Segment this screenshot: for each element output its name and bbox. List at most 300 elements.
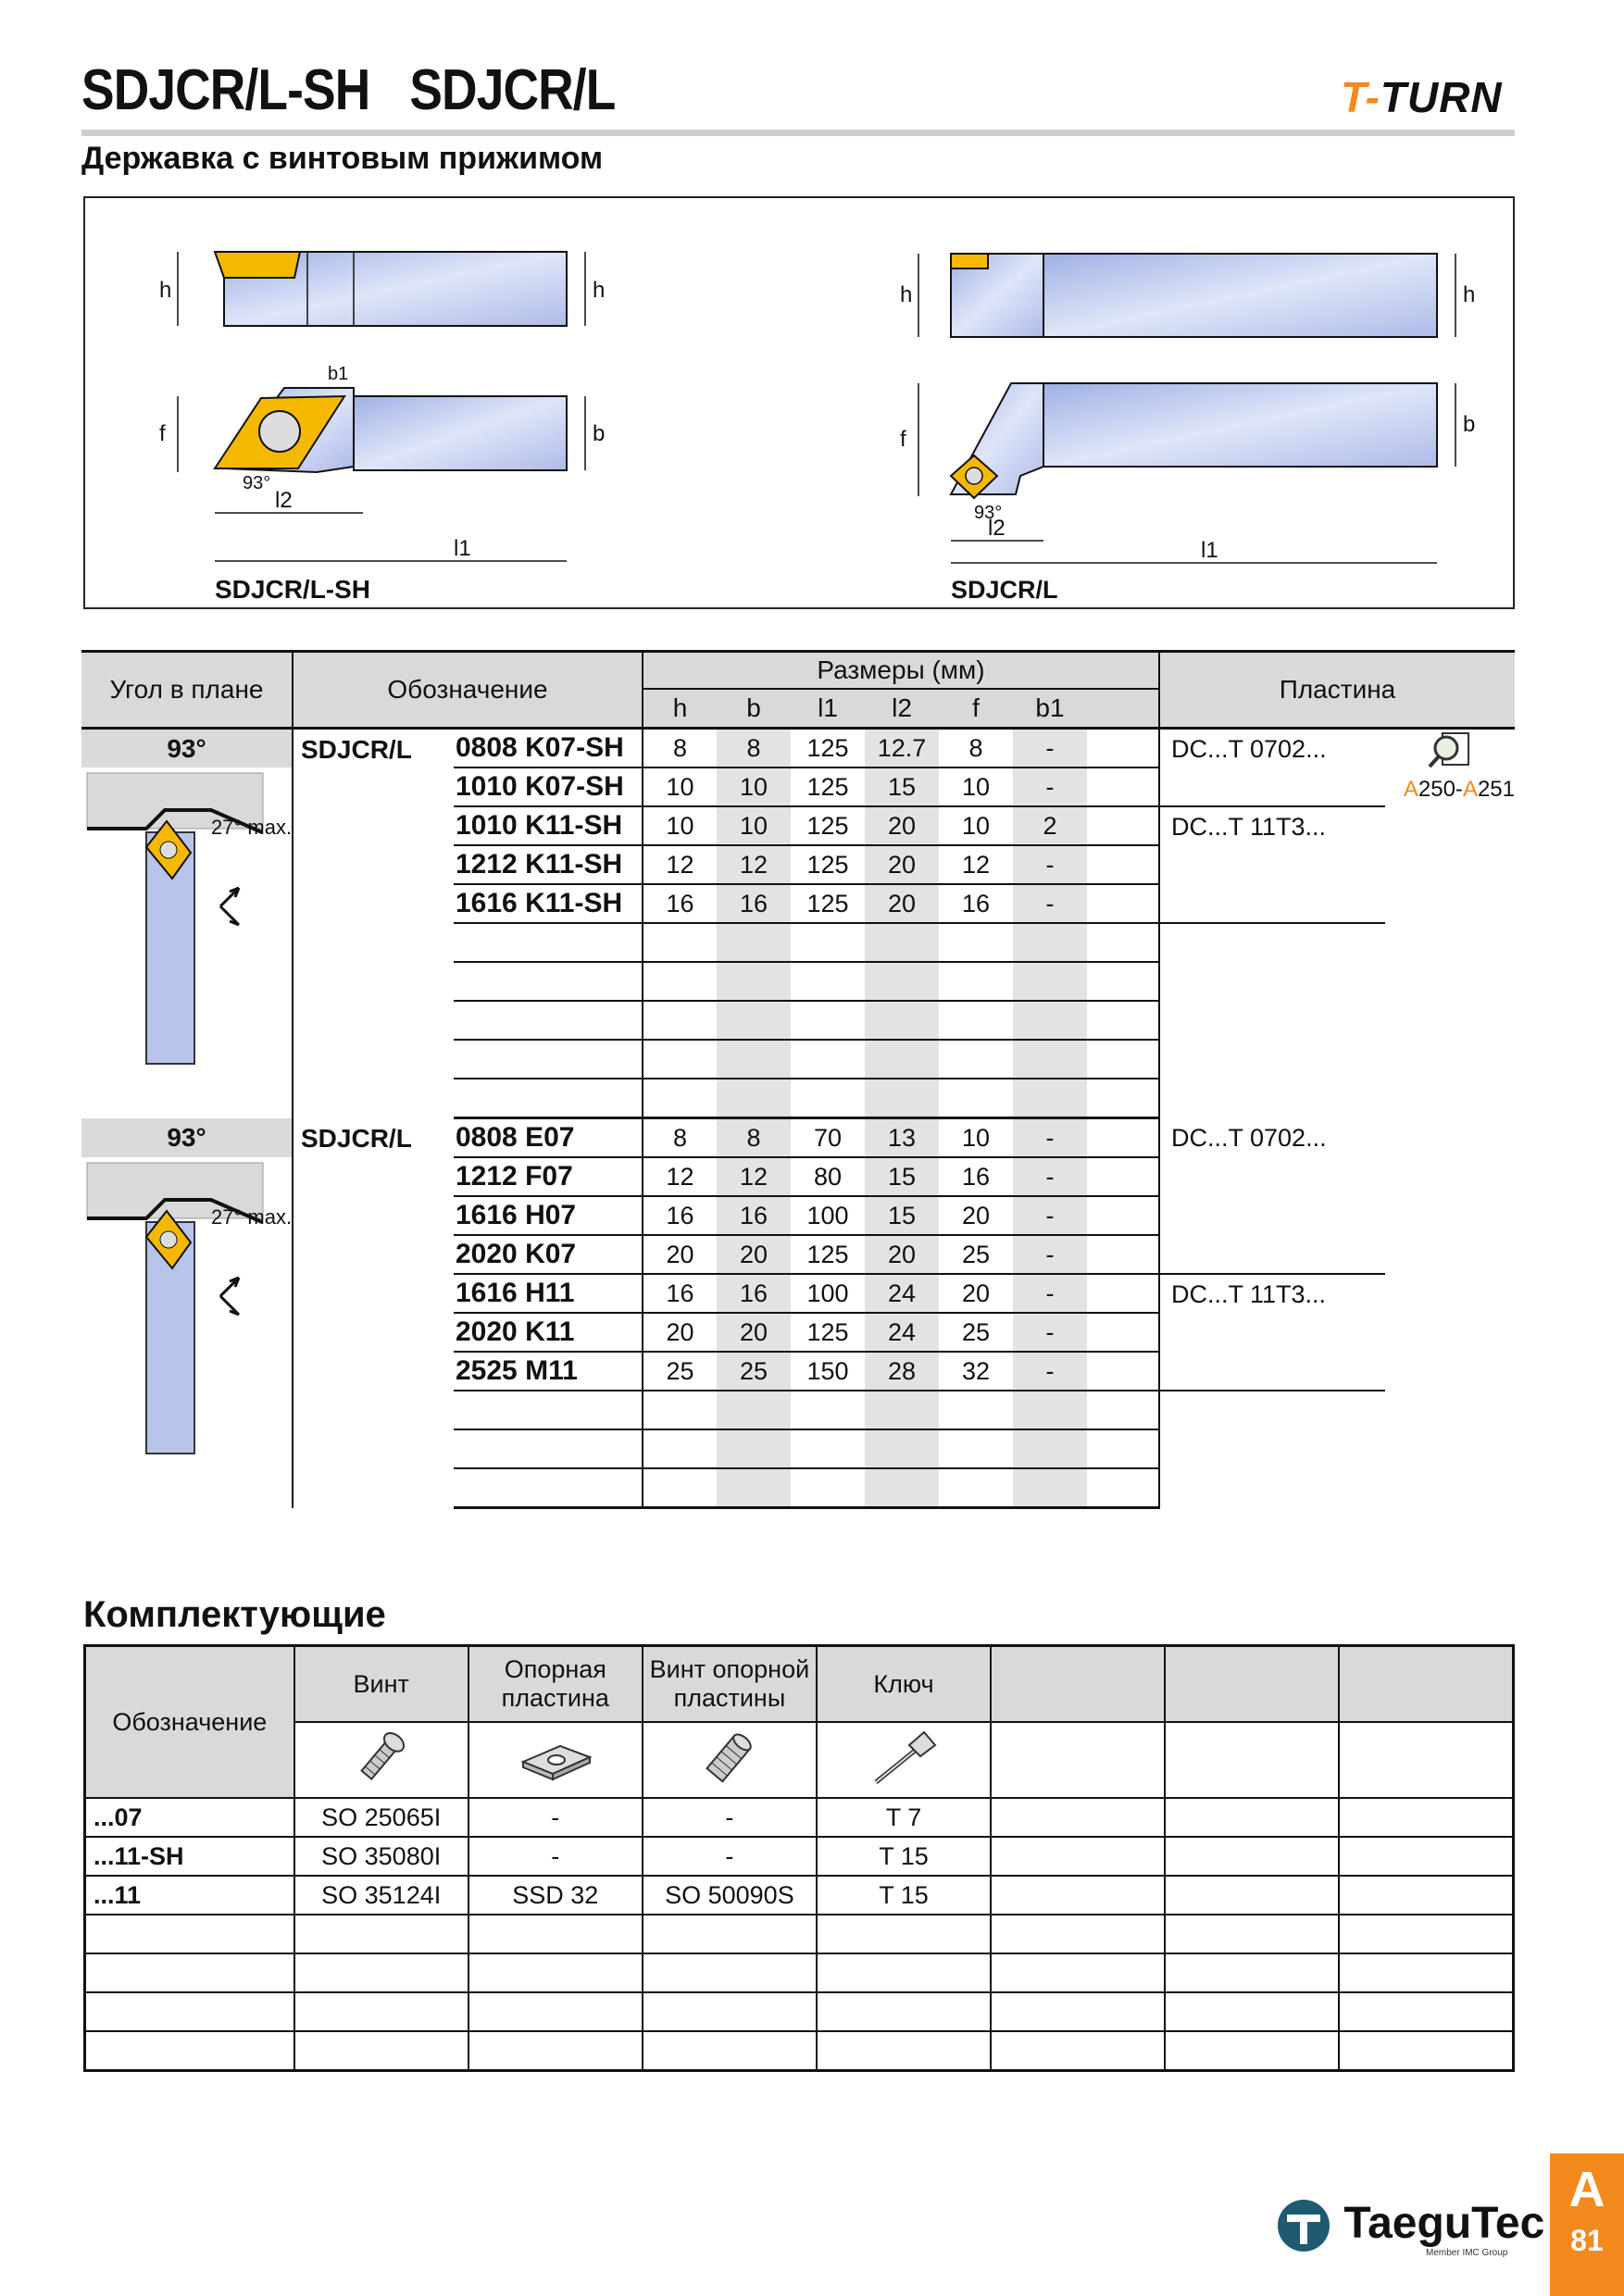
taegutec-logo-icon xyxy=(1276,2198,1331,2253)
acc-code-cell xyxy=(85,2031,294,2071)
code-cell: 1212 F07 xyxy=(454,1157,643,1196)
dim-f-cell xyxy=(939,1468,1013,1508)
dim-l1-cell xyxy=(791,1391,865,1429)
dim-l1-cell: 125 xyxy=(791,767,865,806)
col-dims-header: Размеры (мм) xyxy=(643,652,1159,690)
code-cell: 1010 K11-SH xyxy=(454,806,643,845)
pad-cell xyxy=(1087,1468,1159,1508)
right-side-insert xyxy=(951,254,988,268)
left-b1-label: b1 xyxy=(328,364,349,384)
dim-b1-cell xyxy=(1013,1468,1087,1508)
acc-empty-cell xyxy=(1339,1798,1513,1837)
left-side-insert xyxy=(215,252,300,278)
code-cell: 1616 H07 xyxy=(454,1196,643,1235)
pad-cell xyxy=(1087,923,1159,962)
dim-b-cell xyxy=(717,1040,791,1079)
dim-h-cell: 8 xyxy=(643,729,717,768)
right-l2-label: l2 xyxy=(988,516,1006,541)
dim-b-cell: 12 xyxy=(717,845,791,884)
code-cell xyxy=(454,1391,643,1429)
acc-key-cell xyxy=(817,2031,991,2071)
acc-empty-cell xyxy=(1339,1876,1513,1915)
dim-b-cell xyxy=(717,1079,791,1118)
dim-b-cell xyxy=(717,1468,791,1508)
dim-b1-cell: - xyxy=(1013,1196,1087,1235)
acc-key-cell xyxy=(817,1953,991,1992)
acc-col-key: Ключ xyxy=(817,1646,991,1723)
table-row xyxy=(81,729,1515,768)
pad-cell xyxy=(1087,1118,1159,1158)
page-reference[interactable] xyxy=(1385,777,1515,803)
acc-empty-cell xyxy=(991,1915,1165,1953)
dim-b1-cell: - xyxy=(1013,1274,1087,1313)
acc-screw-cell xyxy=(294,2031,468,2071)
left-insert-screw-icon xyxy=(259,411,300,452)
acc-col-shim-screw xyxy=(643,1646,817,1723)
accessory-row-empty xyxy=(85,1953,1514,1992)
dim-l2-cell: 20 xyxy=(865,884,939,923)
page-subtitle: Державка с винтовым прижимом xyxy=(81,141,604,176)
brand-subtitle: Member IMC Group xyxy=(1426,2248,1508,2258)
dim-h-cell: 12 xyxy=(643,1157,717,1196)
dim-h-cell: 16 xyxy=(643,1196,717,1235)
pad-cell xyxy=(1087,962,1159,1001)
acc-empty-cell xyxy=(991,1837,1165,1876)
dim-f-cell: 32 xyxy=(939,1352,1013,1391)
taegutec-logo xyxy=(1276,2198,1544,2253)
left-top-holder xyxy=(354,396,567,470)
angle-cell: 93° xyxy=(81,729,293,768)
approach-illustration xyxy=(81,767,293,1118)
t-turn-logo xyxy=(1341,72,1503,122)
acc-code-cell: ...11-SH xyxy=(85,1837,294,1876)
brand-name: TaeguTec xyxy=(1343,2199,1545,2248)
dim-l2-cell xyxy=(865,1429,939,1468)
ref-cell xyxy=(1385,806,1515,923)
left-l1-label: l1 xyxy=(454,536,471,561)
key-icon xyxy=(817,1722,991,1798)
acc-empty-cell xyxy=(991,1992,1165,2031)
code-cell xyxy=(454,1429,643,1468)
header-rule xyxy=(81,130,1515,136)
acc-empty-cell xyxy=(1165,1876,1339,1915)
dim-l2-cell: 24 xyxy=(865,1274,939,1313)
shim-screw-icon xyxy=(643,1722,817,1798)
dim-f-cell: 8 xyxy=(939,729,1013,768)
dim-h-cell: 10 xyxy=(643,806,717,845)
code-cell: 1616 H11 xyxy=(454,1274,643,1313)
dim-l1-cell: 125 xyxy=(791,884,865,923)
dim-h-header: h xyxy=(643,689,717,729)
pad-cell xyxy=(1087,884,1159,923)
dim-l2-cell: 15 xyxy=(865,1157,939,1196)
acc-empty-cell xyxy=(1165,1992,1339,2031)
dim-l2-cell xyxy=(865,1079,939,1118)
dim-l1-cell: 150 xyxy=(791,1352,865,1391)
acc-code-cell xyxy=(85,1953,294,1992)
pad-cell xyxy=(1087,1157,1159,1196)
acc-screw-cell: SO 35124I xyxy=(294,1876,468,1915)
dim-b1-cell: - xyxy=(1013,1157,1087,1196)
dim-l1-cell xyxy=(791,1079,865,1118)
pad-cell xyxy=(1087,767,1159,806)
code-cell: 1616 K11-SH xyxy=(454,884,643,923)
acc-col-shim-screw-line1: Винт опорной xyxy=(649,1655,810,1683)
tool-diagram xyxy=(83,196,1515,609)
dim-f-cell: 20 xyxy=(939,1196,1013,1235)
dim-b-cell xyxy=(717,962,791,1001)
dim-l1-cell: 125 xyxy=(791,845,865,884)
dim-h-cell: 25 xyxy=(643,1352,717,1391)
dim-b1-cell: - xyxy=(1013,1235,1087,1274)
dim-l1-cell: 125 xyxy=(791,1235,865,1274)
code-cell xyxy=(454,923,643,962)
right-side-h-label: h xyxy=(900,282,913,307)
acc-empty-cell xyxy=(1339,1837,1513,1876)
dim-l1-header: l1 xyxy=(791,689,865,729)
acc-code-cell: ...11 xyxy=(85,1876,294,1915)
ref-cell xyxy=(1385,1118,1515,1275)
dim-f-header: f xyxy=(939,689,1013,729)
acc-key-cell xyxy=(817,1992,991,2031)
acc-empty-cell xyxy=(1165,1837,1339,1876)
pad-cell xyxy=(1087,845,1159,884)
pad-cell xyxy=(1087,1352,1159,1391)
dim-b-cell xyxy=(717,923,791,962)
dim-b1-cell: 2 xyxy=(1013,806,1087,845)
right-side-h-label-right: h xyxy=(1463,282,1476,307)
ref-prefix: A xyxy=(1403,777,1418,802)
left-b-label: b xyxy=(593,421,606,446)
acc-shim-cell xyxy=(468,1992,643,2031)
dim-b-cell xyxy=(717,1391,791,1429)
dim-b-cell: 16 xyxy=(717,884,791,923)
dim-l2-cell: 28 xyxy=(865,1352,939,1391)
dim-f-cell xyxy=(939,1079,1013,1118)
dim-f-cell: 16 xyxy=(939,884,1013,923)
pad-cell xyxy=(1087,1391,1159,1429)
acc-code-cell xyxy=(85,1992,294,2031)
left-angle-label: 93° xyxy=(243,473,271,493)
acc-shim-cell xyxy=(468,1953,643,1992)
acc-shim-screw-cell xyxy=(643,1915,817,1953)
dim-b1-cell xyxy=(1013,1001,1087,1040)
code-cell xyxy=(454,1040,643,1079)
insert-cell: DC...T 0702... xyxy=(1159,1118,1385,1275)
series-cell: SDJCR/L xyxy=(293,729,454,1118)
insert-cell: DC...T 11T3... xyxy=(1159,806,1385,923)
acc-shim-screw-cell xyxy=(643,1992,817,2031)
dim-l1-cell: 80 xyxy=(791,1157,865,1196)
acc-empty-cell xyxy=(1339,2031,1513,2071)
dim-l2-cell: 20 xyxy=(865,1235,939,1274)
ref-cell xyxy=(1385,729,1515,807)
dim-b1-header: b1 xyxy=(1013,689,1087,729)
accessory-row xyxy=(85,1876,1514,1915)
accessory-row xyxy=(85,1837,1514,1876)
code-cell xyxy=(454,1001,643,1040)
right-top-holder xyxy=(1043,383,1437,467)
dim-b-cell: 25 xyxy=(717,1352,791,1391)
dim-b1-cell xyxy=(1013,1391,1087,1429)
accessories-title: Комплектующие xyxy=(83,1594,386,1635)
code-cell: 2525 M11 xyxy=(454,1352,643,1391)
right-angle-label: 93° xyxy=(974,503,1003,523)
dim-b1-cell: - xyxy=(1013,884,1087,923)
right-b-label: b xyxy=(1463,412,1476,437)
acc-screw-cell xyxy=(294,1915,468,1953)
section-tab xyxy=(1550,2153,1624,2296)
insert-cell: DC...T 0702... xyxy=(1159,729,1385,807)
dim-l1-cell xyxy=(791,1468,865,1508)
dim-l2-cell xyxy=(865,1468,939,1508)
acc-code-cell xyxy=(85,1915,294,1953)
acc-shim-cell xyxy=(468,1915,643,1953)
right-insert-screw-icon xyxy=(966,468,982,484)
dim-l2-cell xyxy=(865,1001,939,1040)
acc-key-cell: T 15 xyxy=(817,1837,991,1876)
pad-cell xyxy=(1087,1235,1159,1274)
dim-l1-cell xyxy=(791,962,865,1001)
dim-l2-cell xyxy=(865,923,939,962)
code-cell: 1010 K07-SH xyxy=(454,767,643,806)
logo-part-b: TURN xyxy=(1380,73,1503,121)
accessory-row-empty xyxy=(85,2031,1514,2071)
acc-empty-cell xyxy=(1339,1953,1513,1992)
code-cell: 0808 K07-SH xyxy=(454,729,643,768)
code-cell xyxy=(454,962,643,1001)
dim-b-cell: 10 xyxy=(717,806,791,845)
dim-f-cell: 20 xyxy=(939,1274,1013,1313)
dim-h-cell xyxy=(643,1468,717,1508)
dim-b1-cell: - xyxy=(1013,1352,1087,1391)
dim-f-cell xyxy=(939,1040,1013,1079)
dim-b1-cell: - xyxy=(1013,767,1087,806)
insert-cell xyxy=(1159,923,1385,1118)
pad-cell xyxy=(1087,806,1159,845)
dim-b1-cell: - xyxy=(1013,1118,1087,1158)
accessories-table xyxy=(83,1644,1515,2072)
pad-cell xyxy=(1087,1196,1159,1235)
acc-empty-cell xyxy=(991,1798,1165,1837)
dim-h-cell: 8 xyxy=(643,1118,717,1158)
pad-cell xyxy=(1087,729,1159,768)
acc-key-cell: T 15 xyxy=(817,1876,991,1915)
dim-h-cell: 10 xyxy=(643,767,717,806)
col-insert-header: Пластина xyxy=(1159,652,1515,729)
dim-l2-cell xyxy=(865,1391,939,1429)
right-l1-label: l1 xyxy=(1201,538,1218,563)
right-diagram-label: SDJCR/L xyxy=(951,576,1058,604)
dim-b-cell: 8 xyxy=(717,729,791,768)
acc-empty-cell xyxy=(1339,1915,1513,1953)
col-angle-header: Угол в плане xyxy=(81,652,293,729)
dim-l2-cell: 12.7 xyxy=(865,729,939,768)
title-part-a: SDJCR/L-SH xyxy=(81,58,370,122)
acc-shim-screw-cell: - xyxy=(643,1798,817,1837)
dim-b-cell: 12 xyxy=(717,1157,791,1196)
dim-f-cell: 12 xyxy=(939,845,1013,884)
acc-empty-cell xyxy=(1165,1953,1339,1992)
dim-l2-cell: 15 xyxy=(865,767,939,806)
dim-h-cell xyxy=(643,1001,717,1040)
dim-b-cell xyxy=(717,1429,791,1468)
page-number: 81 xyxy=(1570,2224,1604,2257)
acc-shim-cell xyxy=(468,2031,643,2071)
dim-f-cell: 25 xyxy=(939,1235,1013,1274)
code-cell xyxy=(454,1079,643,1118)
acc-shim-screw-cell: SO 50090S xyxy=(643,1876,817,1915)
dim-b-cell: 20 xyxy=(717,1235,791,1274)
right-f-label: f xyxy=(900,427,906,452)
accessory-row-empty xyxy=(85,1992,1514,2031)
dim-h-cell xyxy=(643,1391,717,1429)
ref-cell xyxy=(1385,1391,1515,1508)
acc-col-shim-line1: Опорная xyxy=(504,1655,606,1683)
right-side-holder xyxy=(1043,254,1437,337)
section-letter: A xyxy=(1568,2162,1605,2217)
dim-f-cell: 10 xyxy=(939,1118,1013,1158)
dim-h-cell xyxy=(643,962,717,1001)
dim-l1-cell: 125 xyxy=(791,729,865,768)
left-side-h-label-right: h xyxy=(593,278,606,303)
acc-col-shim-screw-line2: пластины xyxy=(673,1684,786,1712)
code-cell: 0808 E07 xyxy=(454,1118,643,1158)
acc-shim-cell: - xyxy=(468,1798,643,1837)
dim-l2-cell: 13 xyxy=(865,1118,939,1158)
dim-l2-cell xyxy=(865,962,939,1001)
code-cell xyxy=(454,1468,643,1508)
dim-l2-cell: 24 xyxy=(865,1313,939,1352)
dim-b-cell: 16 xyxy=(717,1274,791,1313)
table-row xyxy=(81,1118,1515,1158)
angle-cell: 93° xyxy=(81,1118,293,1158)
dim-l1-cell: 125 xyxy=(791,806,865,845)
left-l2-label: l2 xyxy=(275,488,293,513)
dim-f-cell xyxy=(939,923,1013,962)
dim-b1-cell xyxy=(1013,1079,1087,1118)
pad-cell xyxy=(1087,1313,1159,1352)
dim-b1-cell: - xyxy=(1013,1313,1087,1352)
acc-key-cell: T 7 xyxy=(817,1798,991,1837)
magnifier-icon[interactable] xyxy=(1385,730,1515,777)
dim-b-cell xyxy=(717,1001,791,1040)
dim-b1-cell: - xyxy=(1013,845,1087,884)
dim-h-cell xyxy=(643,1429,717,1468)
dim-f-cell xyxy=(939,1001,1013,1040)
pad-cell xyxy=(1087,1429,1159,1468)
dim-l2-cell: 15 xyxy=(865,1196,939,1235)
acc-screw-cell: SO 35080I xyxy=(294,1837,468,1876)
dim-b-header: b xyxy=(717,689,791,729)
insert-cell: DC...T 11T3... xyxy=(1159,1274,1385,1391)
acc-shim-cell: - xyxy=(468,1837,643,1876)
dim-h-cell xyxy=(643,923,717,962)
acc-screw-cell xyxy=(294,1953,468,1992)
accessory-row xyxy=(85,1798,1514,1837)
acc-empty-cell xyxy=(1165,1915,1339,1953)
acc-code-cell: ...07 xyxy=(85,1798,294,1837)
acc-col-shim xyxy=(468,1646,643,1723)
dim-f-cell xyxy=(939,1429,1013,1468)
acc-empty-cell xyxy=(991,1876,1165,1915)
screw-icon xyxy=(294,1722,468,1798)
dim-b-cell: 10 xyxy=(717,767,791,806)
dim-b1-cell: - xyxy=(1013,729,1087,768)
acc-screw-cell: SO 25065I xyxy=(294,1798,468,1837)
acc-empty-cell xyxy=(991,2031,1165,2071)
ref-prefix-2: A xyxy=(1462,777,1478,802)
pad-cell xyxy=(1087,1274,1159,1313)
acc-shim-screw-cell xyxy=(643,1953,817,1992)
dim-f-cell: 10 xyxy=(939,806,1013,845)
dim-f-cell: 25 xyxy=(939,1313,1013,1352)
shim-icon xyxy=(468,1722,643,1798)
dim-l1-cell: 125 xyxy=(791,1313,865,1352)
acc-key-cell xyxy=(817,1915,991,1953)
dim-b1-cell xyxy=(1013,923,1087,962)
logo-part-a: T- xyxy=(1341,73,1380,121)
max-angle-label: 27° max. xyxy=(211,816,293,839)
dim-l1-cell xyxy=(791,923,865,962)
dim-f-cell xyxy=(939,1391,1013,1429)
max-angle-label: 27° max. xyxy=(211,1205,293,1229)
ref-cell xyxy=(1385,1274,1515,1391)
ref-end: 251 xyxy=(1477,777,1515,802)
dim-b1-cell xyxy=(1013,1429,1087,1468)
holder-drawings xyxy=(85,198,1513,607)
dim-l1-cell xyxy=(791,1040,865,1079)
dim-l1-cell: 70 xyxy=(791,1118,865,1158)
dim-l2-header: l2 xyxy=(865,689,939,729)
pad-cell xyxy=(1087,1001,1159,1040)
dim-h-cell xyxy=(643,1079,717,1118)
acc-empty-cell xyxy=(1165,2031,1339,2071)
pad-cell xyxy=(1087,1040,1159,1079)
acc-col-code: Обозначение xyxy=(85,1646,294,1799)
holder-table xyxy=(81,650,1515,1509)
acc-screw-cell xyxy=(294,1992,468,2031)
col-code-header: Обозначение xyxy=(293,652,643,729)
dim-l1-cell: 100 xyxy=(791,1274,865,1313)
acc-col-shim-line2: пластина xyxy=(501,1684,609,1712)
acc-empty-cell xyxy=(991,1953,1165,1992)
dim-b1-cell xyxy=(1013,962,1087,1001)
acc-empty-cell xyxy=(1339,1992,1513,2031)
dim-l2-cell xyxy=(865,1040,939,1079)
dim-f-cell: 10 xyxy=(939,767,1013,806)
dim-l1-cell xyxy=(791,1429,865,1468)
pad-cell xyxy=(1087,1079,1159,1118)
dim-h-cell: 20 xyxy=(643,1235,717,1274)
left-f-label: f xyxy=(159,421,166,446)
dim-l2-cell: 20 xyxy=(865,845,939,884)
dim-h-cell: 16 xyxy=(643,884,717,923)
code-cell: 1212 K11-SH xyxy=(454,845,643,884)
ref-cell xyxy=(1385,923,1515,1118)
acc-shim-screw-cell xyxy=(643,2031,817,2071)
title-part-b: SDJCR/L xyxy=(409,58,616,122)
dim-l2-cell: 20 xyxy=(865,806,939,845)
dim-b-cell: 8 xyxy=(717,1118,791,1158)
dim-f-cell xyxy=(939,962,1013,1001)
code-cell: 2020 K07 xyxy=(454,1235,643,1274)
left-diagram-label: SDJCR/L-SH xyxy=(215,575,371,604)
dim-h-cell: 20 xyxy=(643,1313,717,1352)
dim-l1-cell: 100 xyxy=(791,1196,865,1235)
acc-shim-cell: SSD 32 xyxy=(468,1876,643,1915)
acc-col-screw: Винт xyxy=(294,1646,468,1723)
